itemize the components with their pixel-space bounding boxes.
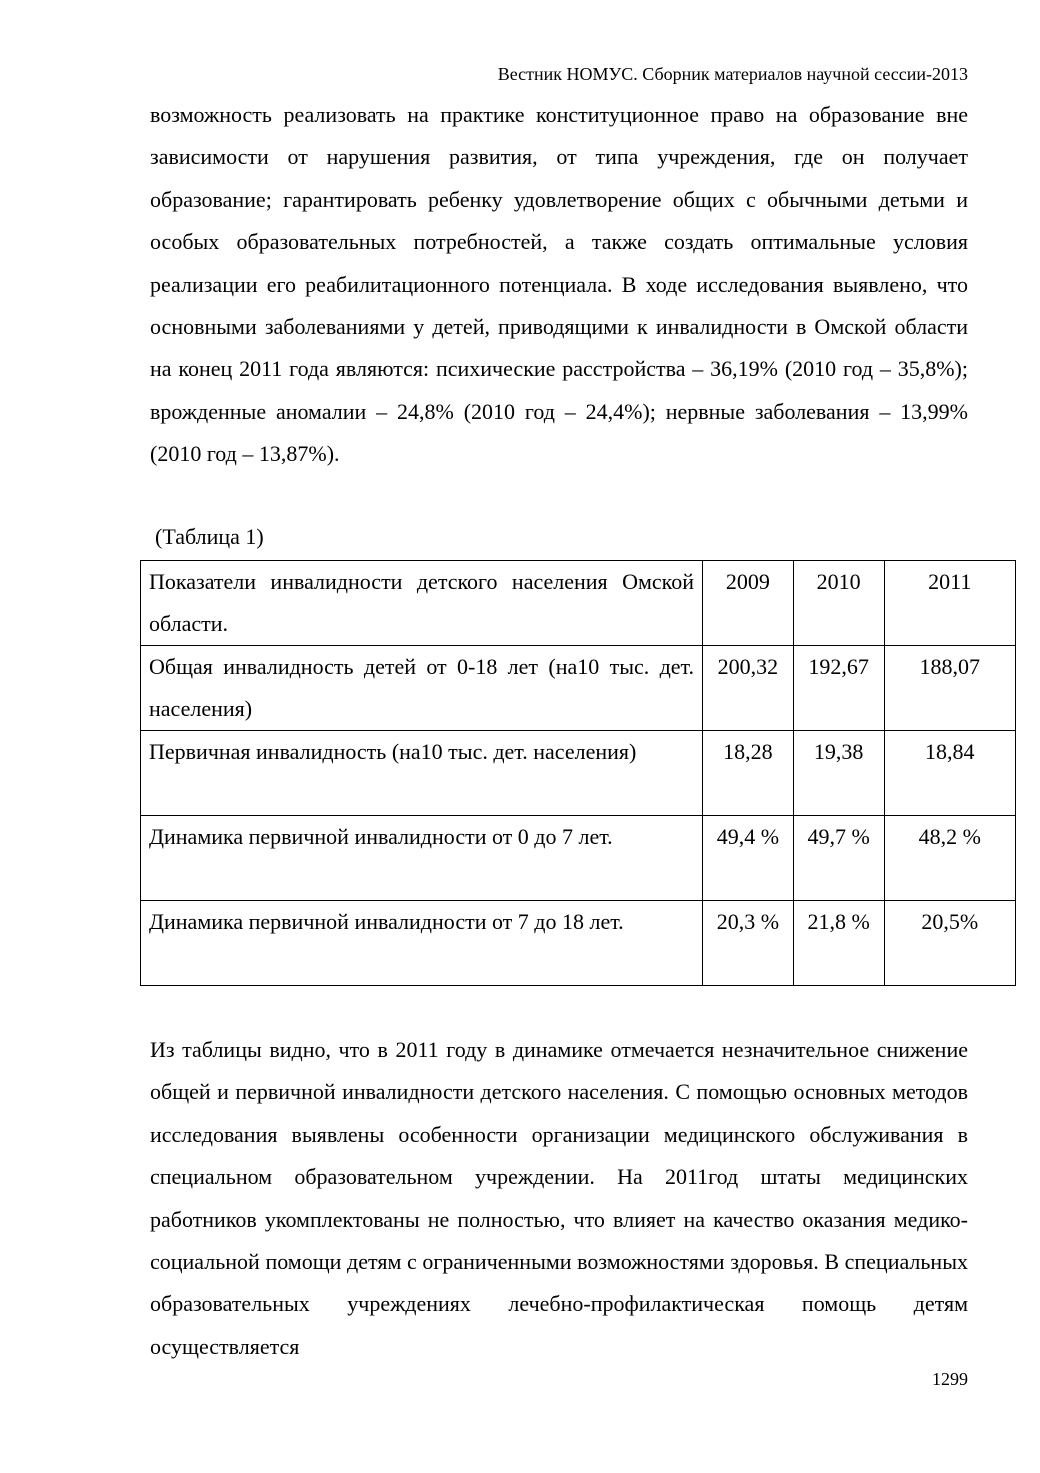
disability-table [140,560,1016,986]
header-cell-2009: 2009 [703,561,794,646]
table-row [141,816,1016,901]
body-paragraph-top: возможность реализовать на практике конституционное право на образование вне зависимости от нарушения развития, от типа учреждения, где он получает образование; гарантировать ребенку удовлетворение общих с обычными детьми и особых образовательных потребностей, а также создать оптимальные условия реализации его реабилитационного потенциала. В ходе исследования выявлено, что основными заболеваниями у детей, приводящими к инвалидности в Омской области на конец 2011 года являются: психические расстройства – 36,19% (2010 год – 35,8%); врожденные аномалии – 24,8% (2010 год – 24,4%); нервные заболевания – 13,99% (2010 год – 13,87%). [150,102,968,467]
cell-2009: 49,4 % [703,816,794,901]
cell-2009: 18,28 [703,731,794,816]
cell-2009: 20,3 % [703,901,794,986]
header-cell-2011: 2011 [884,561,1016,646]
header-cell-2010: 2010 [793,561,884,646]
cell-2010: 19,38 [793,731,884,816]
cell-2011: 20,5% [884,901,1016,986]
table-caption: (Таблица 1) [155,524,264,549]
cell-2011: 48,2 % [884,816,1016,901]
table-header-row [141,561,1016,646]
cell-2010: 192,67 [793,646,884,731]
table-row [141,901,1016,986]
cell-2009: 200,32 [703,646,794,731]
cell-2011: 188,07 [884,646,1016,731]
running-header: Вестник НОМУС. Сборник материалов научной сессии-2013 [497,64,968,84]
row-label: Общая инвалидность детей от 0-18 лет (на10 тыс. дет. населения) [141,646,703,731]
row-label: Первичная инвалидность (на10 тыс. дет. населения) [141,731,703,816]
header-cell-indicator: Показатели инвалидности детского населения Омской области. [141,561,703,646]
table-row [141,646,1016,731]
cell-2010: 49,7 % [793,816,884,901]
row-label: Динамика первичной инвалидности от 7 до 18 лет. [141,901,703,986]
cell-2011: 18,84 [884,731,1016,816]
row-label: Динамика первичной инвалидности от 0 до 7 лет. [141,816,703,901]
page-number: 1299 [932,1369,968,1389]
cell-2010: 21,8 % [793,901,884,986]
table-row [141,731,1016,816]
body-paragraph-bottom: Из таблицы видно, что в 2011 году в динамике отмечается незначительное снижение общей и первичной инвалидности детского населения. С помощью основных методов исследования выявлены особенности организации медицинского обслуживания в специальном образовательном учреждении. На 2011год штаты медицинских работников укомплектованы не полностью, что влияет на качество оказания медико-социальной помощи детям с ограниченными возможностями здоровья. В специальных образовательных учреждениях лечебно-профилактическая помощь детям осуществляется [150,1037,968,1359]
